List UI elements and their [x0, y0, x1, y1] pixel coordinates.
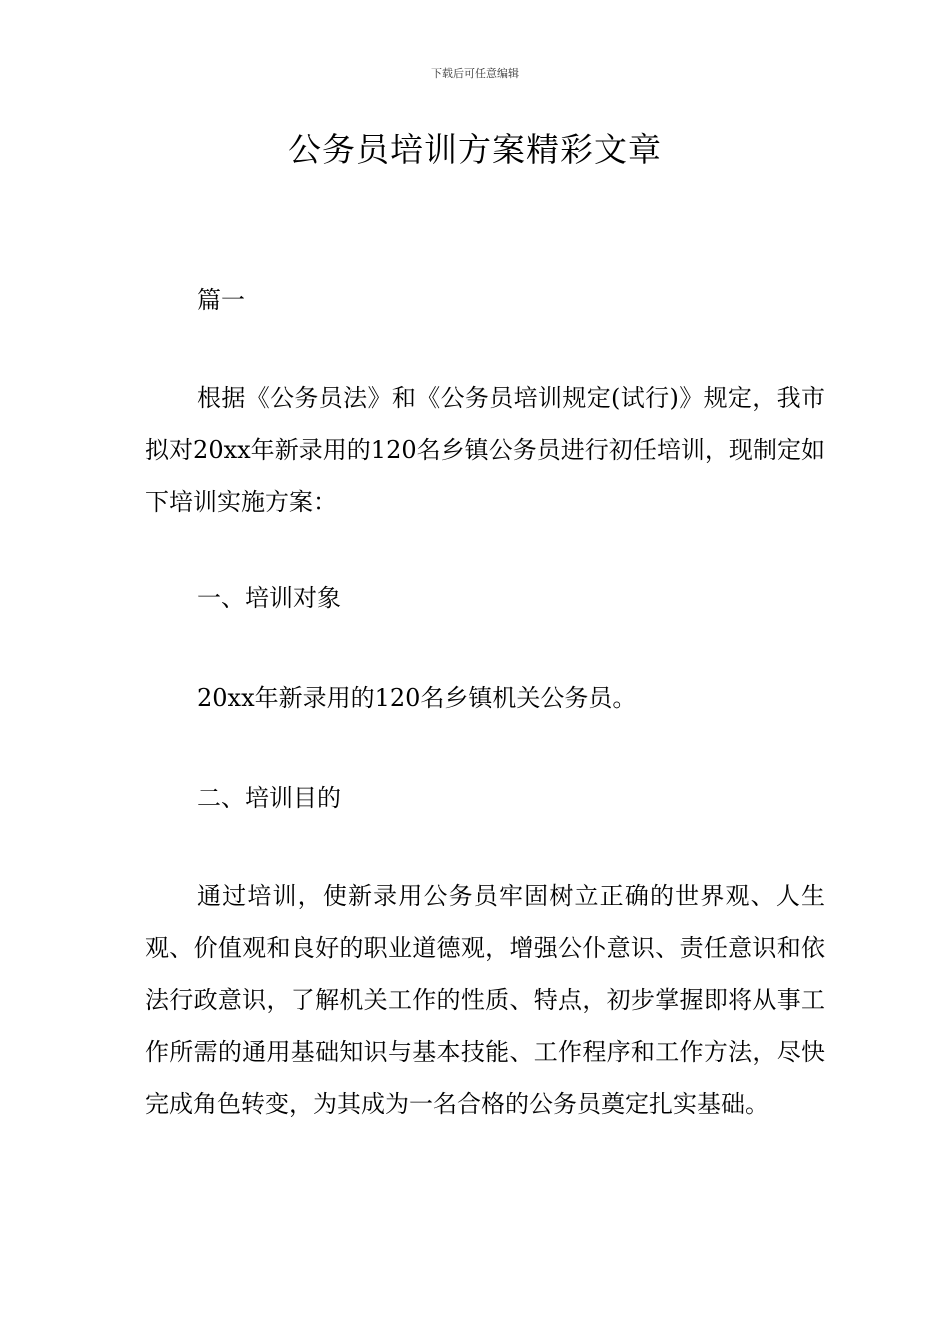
heading-training-purpose: 二、培训目的	[197, 784, 341, 812]
section-label: 篇一	[197, 286, 245, 314]
header-note: 下载后可任意编辑	[431, 67, 519, 80]
paragraph-training-purpose: 通过培训，使新录用公务员牢固树立正确的世界观、人生观、价值观和良好的职业道德观，增强公仆意识、责任意识和依法行政意识，了解机关工作的性质、特点，初步掌握即将从事工作所需的通用基础知识与基本技能、工作程序和工作方法，尽快完成角色转变，为其成为一名合格的公务员奠定扎实基础。	[145, 882, 825, 1118]
intro-paragraph: 根据《公务员法》和《公务员培训规定(试行)》规定，我市拟对20xx年新录用的120名乡镇公务员进行初任培训，现制定如下培训实施方案：	[145, 384, 825, 516]
heading-training-target: 一、培训对象	[197, 584, 341, 612]
document-title: 公务员培训方案精彩文章	[288, 130, 662, 169]
paragraph-training-target: 20xx年新录用的120名乡镇机关公务员。	[197, 684, 637, 712]
